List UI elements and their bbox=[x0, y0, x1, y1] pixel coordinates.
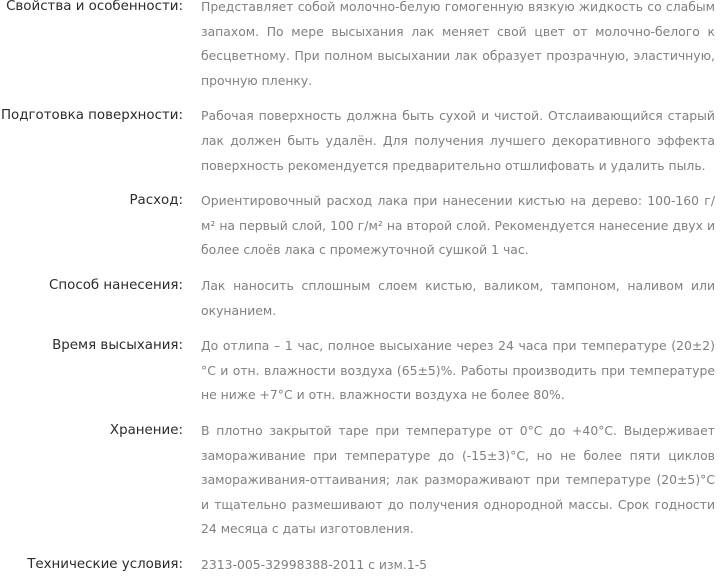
spec-value: Ориентировочный расход лака при нанесении кистью на дерево: 100-160 г/м² на первый слой, 100 г/м² на второй слой. Рекомендуется нанесение двух и более слоёв лака с промежуточной сушкой 1 час. bbox=[201, 193, 715, 258]
spec-value: Лак наносить сплошным слоем кистью, валиком, тампоном, наливом или окунанием. bbox=[201, 277, 715, 318]
spec-row-technical-conditions bbox=[0, 553, 722, 577]
spec-label: Свойства и особенности: bbox=[6, 0, 183, 14]
spec-row-properties bbox=[0, 0, 722, 93]
spec-row-drying-time bbox=[0, 334, 722, 408]
spec-label: Хранение: bbox=[109, 422, 183, 438]
spec-value: В плотно закрытой таре при температуре от 0°С до +40°С. Выдерживает замораживание при температуре до (-15±3)°С, но не более пяти циклов замораживания-оттаивания; лак размораживают при температуре (20±5)°С и тщательно размешивают до получения однородной массы. Срок годности 24 месяца с даты изготовления. bbox=[201, 422, 715, 537]
spec-row-storage bbox=[0, 419, 722, 542]
spec-label: Время высыхания: bbox=[52, 338, 183, 354]
spec-value: Представляет собой молочно-белую гомогенную вязкую жидкость со слабым запахом. По мере высыхания лак меняет свой цвет от молочно-белого к бесцветному. При полном высыхании лак образует прозрачную, эластичную, прочную пленку. bbox=[201, 0, 715, 88]
spec-label: Расход: bbox=[129, 193, 183, 209]
spec-label: Технические условия: bbox=[27, 556, 183, 572]
spec-label: Способ нанесения: bbox=[49, 277, 183, 293]
spec-row-surface-preparation bbox=[0, 104, 722, 178]
spec-value: До отлипа – 1 час, полное высыхание через 24 часа при температуре (20±2)°С и отн. влажности воздуха (65±5)%. Работы производить при температуре не ниже +7°С и отн. влажности воздуха не более 80%. bbox=[201, 338, 715, 403]
spec-row-application-method bbox=[0, 274, 722, 323]
spec-label: Подготовка поверхности: bbox=[0, 108, 183, 124]
spec-value: Рабочая поверхность должна быть сухой и чистой. Отслаивающийся старый лак должен быть удалён. Для получения лучшего декоративного эффекта поверхность рекомендуется предварительно отшлифовать и удалить пыль. bbox=[201, 108, 715, 173]
spec-row-consumption bbox=[0, 189, 722, 263]
spec-value: 2313-005-32998388-2011 с изм.1-5 bbox=[201, 556, 428, 572]
